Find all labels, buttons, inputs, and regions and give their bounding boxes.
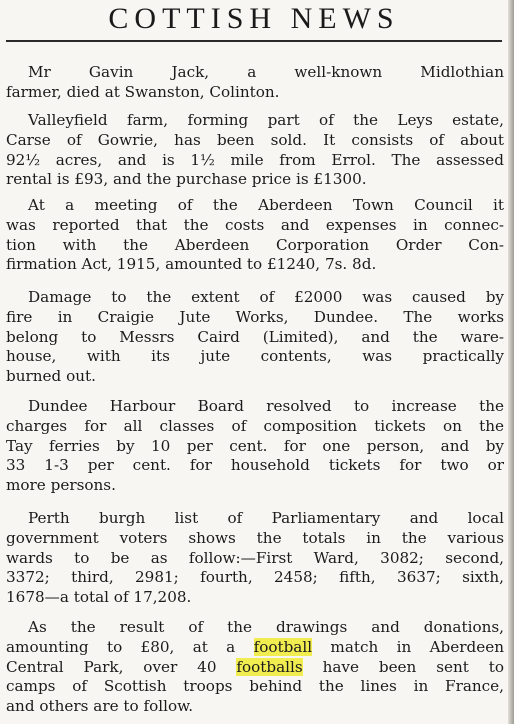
text-line-with-highlight: amounting to £80, at a football match in Aberdeen bbox=[6, 637, 504, 656]
text-line: 33 1-3 per cent. for household tickets for two or bbox=[6, 456, 504, 475]
text-line: As the result of the drawings and donations, bbox=[28, 618, 504, 636]
paragraph-gavin-jack bbox=[6, 63, 504, 103]
text-line: was reported that the costs and expenses in connec- bbox=[6, 215, 504, 234]
text-line: farmer, died at Swanston, Colinton. bbox=[6, 82, 280, 101]
paragraph-valleyfield-farm bbox=[6, 111, 504, 190]
text-line: fire in Craigie Jute Works, Dundee. The works bbox=[6, 307, 504, 326]
text-line: 92½ acres, and is 1½ mile from Errol. The assessed bbox=[6, 150, 504, 169]
text-line: wards to be as follow:—First Ward, 3082; second, bbox=[6, 548, 504, 567]
text-line: charges for all classes of composition tickets on the bbox=[6, 416, 504, 435]
text-line: Dundee Harbour Board resolved to increase the bbox=[28, 397, 504, 415]
text-line: and others are to follow. bbox=[6, 697, 194, 716]
page-edge-shadow bbox=[508, 0, 514, 724]
text-line: At a meeting of the Aberdeen Town Council it bbox=[28, 196, 504, 214]
text-line: Damage to the extent of £2000 was caused by bbox=[28, 288, 504, 306]
text-line: Mr Gavin Jack, a well-known Midlothian bbox=[28, 63, 504, 81]
text-line: Valleyfield farm, forming part of the Leys estate, bbox=[28, 111, 504, 129]
paragraph-craigie-jute-works bbox=[6, 288, 504, 387]
text-line: Carse of Gowrie, has been sold. It consists of about bbox=[6, 130, 504, 149]
text-line: Tay ferries by 10 per cent. for one person, and by bbox=[6, 436, 504, 455]
text-line-with-highlight: Central Park, over 40 footballs have been sent to bbox=[6, 657, 504, 676]
text-line: belong to Messrs Caird (Limited), and the ware- bbox=[6, 327, 504, 346]
highlighted-term: football bbox=[253, 637, 313, 656]
text-line: 3372; third, 2981; fourth, 2458; fifth, 3637; sixth, bbox=[6, 568, 504, 587]
paragraph-dundee-harbour bbox=[6, 397, 504, 496]
text-line: rental is £93, and the purchase price is £1300. bbox=[6, 170, 367, 189]
paragraph-footballs bbox=[6, 618, 504, 717]
text-line: more persons. bbox=[6, 476, 116, 495]
headline-rule bbox=[6, 40, 502, 42]
highlighted-term: footballs bbox=[236, 657, 303, 676]
text-line: Perth burgh list of Parliamentary and local bbox=[28, 509, 504, 527]
text-line: firmation Act, 1915, amounted to £1240, 7s. 8d. bbox=[6, 255, 377, 274]
paragraph-aberdeen-council bbox=[6, 196, 504, 275]
text-line: government voters shows the totals in the various bbox=[6, 528, 504, 547]
text-line: camps of Scottish troops behind the lines in France, bbox=[6, 677, 504, 696]
text-line: house, with its jute contents, was practically bbox=[6, 347, 504, 366]
paragraph-perth-burgh bbox=[6, 509, 504, 608]
text-line: 1678—a total of 17,208. bbox=[6, 588, 192, 607]
headline: COTTISH NEWS bbox=[108, 2, 400, 35]
text-line: tion with the Aberdeen Corporation Order Con- bbox=[6, 235, 504, 254]
text-line: burned out. bbox=[6, 367, 96, 386]
